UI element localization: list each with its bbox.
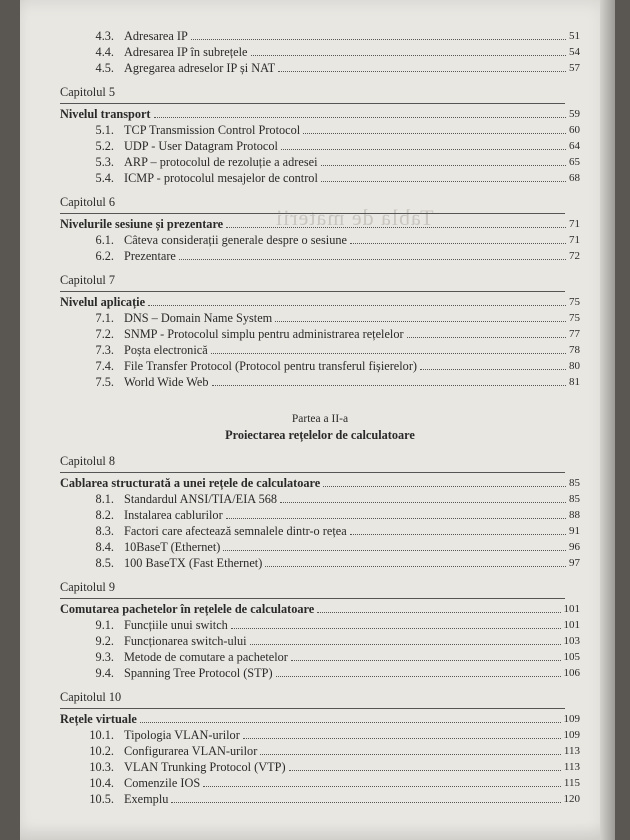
- dot-leader: [212, 385, 567, 386]
- dot-leader: [350, 243, 566, 244]
- entry-title: DNS – Domain Name System: [124, 311, 273, 325]
- entry-page: 88: [569, 509, 580, 521]
- toc-entry: [60, 154, 580, 170]
- entry-title: 10BaseT (Ethernet): [124, 540, 221, 554]
- part-heading: [60, 412, 580, 443]
- chapter-block: [60, 84, 580, 186]
- toc-entry: [60, 374, 580, 390]
- entry-number: 8.2.: [95, 508, 114, 522]
- dot-leader: [289, 770, 561, 771]
- entry-number: 6.1.: [95, 233, 114, 247]
- toc-entry: [60, 555, 580, 571]
- entry-page: 68: [569, 172, 580, 184]
- dot-leader: [154, 117, 566, 118]
- entry-page: 106: [563, 667, 580, 679]
- toc-entry: [60, 775, 580, 791]
- section-heading: [60, 711, 580, 727]
- entry-page: 97: [569, 557, 580, 569]
- part-title: Proiectarea rețelelor de calculatoare: [225, 428, 415, 442]
- entry-number: 9.4.: [95, 666, 114, 680]
- entry-page: 105: [563, 651, 580, 663]
- dot-leader: [203, 786, 561, 787]
- chapter-block: [60, 453, 580, 571]
- entry-title: Tipologia VLAN-urilor: [124, 728, 240, 742]
- dot-leader: [281, 149, 566, 150]
- entry-number: 10.3.: [89, 760, 114, 774]
- dot-leader: [251, 55, 567, 56]
- entry-page: 54: [569, 46, 580, 58]
- entry-title: File Transfer Protocol (Protocol pentru transferul fișierelor): [124, 359, 418, 373]
- dot-leader: [278, 71, 566, 72]
- toc-entry: [60, 342, 580, 358]
- entry-page: 91: [569, 525, 580, 537]
- dot-leader: [280, 502, 566, 503]
- toc-entry: [60, 539, 580, 555]
- dot-leader: [171, 802, 560, 803]
- entry-title: Adresarea IP: [124, 29, 188, 43]
- dot-leader: [223, 550, 566, 551]
- entry-title: Agregarea adreselor IP și NAT: [124, 61, 276, 75]
- toc-entry: [60, 743, 580, 759]
- section-heading: [60, 216, 580, 232]
- toc-entry: [60, 649, 580, 665]
- toc-entry: [60, 633, 580, 649]
- toc-entry: [60, 170, 580, 186]
- toc-entry: [60, 248, 580, 264]
- entry-number: 10.4.: [89, 776, 114, 790]
- dot-leader: [275, 321, 566, 322]
- table-of-contents: [60, 28, 580, 807]
- section-page: 85: [569, 477, 580, 489]
- entry-number: 7.4.: [95, 359, 114, 373]
- chapter-block: [60, 194, 580, 264]
- entry-number: 4.4.: [95, 45, 114, 59]
- toc-entry: [60, 122, 580, 138]
- section-title: Rețele virtuale: [60, 712, 137, 726]
- entry-number: 4.5.: [95, 61, 114, 75]
- dot-leader: [140, 722, 561, 723]
- dot-leader: [231, 628, 561, 629]
- entry-number: 6.2.: [95, 249, 114, 263]
- page-edge: [600, 0, 615, 840]
- entry-number: 8.3.: [95, 524, 114, 538]
- entry-title: Exemplu: [124, 792, 169, 806]
- entry-page: 57: [569, 62, 580, 74]
- dot-leader: [260, 754, 561, 755]
- toc-entry: [60, 232, 580, 248]
- entry-number: 8.5.: [95, 556, 114, 570]
- dot-leader: [323, 486, 566, 487]
- entry-page: 80: [569, 360, 580, 372]
- entry-number: 8.4.: [95, 540, 114, 554]
- dot-leader: [317, 612, 560, 613]
- dot-leader: [250, 644, 561, 645]
- entry-title: UDP - User Datagram Protocol: [124, 139, 278, 153]
- dot-leader: [265, 566, 566, 567]
- entry-page: 60: [569, 124, 580, 136]
- section-title: Nivelurile sesiune și prezentare: [60, 217, 224, 231]
- entry-page: 64: [569, 140, 580, 152]
- entry-title: ICMP - protocolul mesajelor de control: [124, 171, 318, 185]
- entry-title: Câteva considerații generale despre o sesiune: [124, 233, 347, 247]
- chapter-rule: [60, 598, 565, 599]
- entry-page: 78: [569, 344, 580, 356]
- chapter-label: Capitolul 7: [60, 273, 115, 287]
- section-page: 109: [563, 713, 580, 725]
- entry-title: Factori care afectează semnalele dintr-o rețea: [124, 524, 347, 538]
- entry-title: ARP – protocolul de rezoluție a adresei: [124, 155, 318, 169]
- entry-number: 5.3.: [95, 155, 114, 169]
- dot-leader: [243, 738, 561, 739]
- entry-title: VLAN Trunking Protocol (VTP): [124, 760, 286, 774]
- toc-entry: [60, 523, 580, 539]
- entry-title: Poșta electronică: [124, 343, 208, 357]
- book-page: [20, 0, 615, 840]
- chapter-rule: [60, 103, 565, 104]
- entry-number: 10.2.: [89, 744, 114, 758]
- entry-number: 7.1.: [95, 311, 114, 325]
- dot-leader: [420, 369, 566, 370]
- entry-page: 96: [569, 541, 580, 553]
- entry-number: 7.5.: [95, 375, 114, 389]
- chapter-rule: [60, 291, 565, 292]
- entry-number: 9.2.: [95, 634, 114, 648]
- dot-leader: [226, 518, 566, 519]
- chapter-rule: [60, 213, 565, 214]
- chapter-block: [60, 689, 580, 807]
- dot-leader: [179, 259, 566, 260]
- entry-title: 100 BaseTX (Fast Ethernet): [124, 556, 263, 570]
- toc-entry: [60, 791, 580, 807]
- entry-page: 101: [563, 619, 580, 631]
- section-page: 75: [569, 296, 580, 308]
- entry-page: 85: [569, 493, 580, 505]
- part-label: Partea a II-a: [291, 413, 349, 425]
- dot-leader: [350, 534, 566, 535]
- entry-number: 5.4.: [95, 171, 114, 185]
- entry-number: 7.3.: [95, 343, 114, 357]
- entry-page: 113: [563, 745, 580, 757]
- chapter-label: Capitolul 10: [60, 690, 122, 704]
- section-heading: [60, 601, 580, 617]
- entry-number: 7.2.: [95, 327, 114, 341]
- entry-title: Prezentare: [124, 249, 176, 263]
- chapter-label: Capitolul 9: [60, 580, 115, 594]
- dot-leader: [407, 337, 566, 338]
- toc-entry: [60, 60, 580, 76]
- entry-title: TCP Transmission Control Protocol: [124, 123, 301, 137]
- entry-number: 5.1.: [95, 123, 114, 137]
- chapter-block: [60, 272, 580, 390]
- toc-entry: [60, 138, 580, 154]
- entry-title: Instalarea cablurilor: [124, 508, 223, 522]
- entry-page: 120: [563, 793, 580, 805]
- section-page: 59: [569, 108, 580, 120]
- entry-number: 9.3.: [95, 650, 114, 664]
- chapter-rule: [60, 472, 565, 473]
- entry-title: Standardul ANSI/TIA/EIA 568: [124, 492, 278, 506]
- toc-entry: [60, 44, 580, 60]
- dot-leader: [303, 133, 566, 134]
- bleed-through-text: Tabla de materii: [275, 205, 434, 230]
- section-heading: [60, 475, 580, 491]
- entry-page: 72: [569, 250, 580, 262]
- dot-leader: [226, 227, 566, 228]
- entry-number: 8.1.: [95, 492, 114, 506]
- entry-title: SNMP - Protocolul simplu pentru administrarea rețelelor: [124, 327, 404, 341]
- toc-entry: [60, 28, 580, 44]
- entry-number: 5.2.: [95, 139, 114, 153]
- section-heading: [60, 294, 580, 310]
- entry-page: 109: [563, 729, 580, 741]
- chapter-block: [60, 579, 580, 681]
- section-title: Comutarea pachetelor în rețelele de calculatoare: [60, 602, 315, 616]
- entry-number: 10.1.: [89, 728, 114, 742]
- entry-title: Spanning Tree Protocol (STP): [124, 666, 273, 680]
- entry-page: 103: [563, 635, 580, 647]
- dot-leader: [276, 676, 561, 677]
- entry-page: 51: [569, 30, 580, 42]
- section-heading: [60, 106, 580, 122]
- entry-title: World Wide Web: [124, 375, 209, 389]
- toc-entry: [60, 358, 580, 374]
- chapter-label: Capitolul 5: [60, 85, 115, 99]
- entry-page: 77: [569, 328, 580, 340]
- section-page: 101: [563, 603, 580, 615]
- dot-leader: [211, 353, 566, 354]
- dot-leader: [148, 305, 566, 306]
- entry-title: Metode de comutare a pachetelor: [124, 650, 288, 664]
- section-title: Nivelul aplicație: [60, 295, 146, 309]
- toc-entry: [60, 617, 580, 633]
- dot-leader: [321, 165, 566, 166]
- entry-number: 9.1.: [95, 618, 114, 632]
- section-title: Nivelul transport: [60, 107, 151, 121]
- entry-number: 10.5.: [89, 792, 114, 806]
- chapter-label: Capitolul 8: [60, 454, 115, 468]
- entry-number: 4.3.: [95, 29, 114, 43]
- dot-leader: [291, 660, 561, 661]
- entry-page: 65: [569, 156, 580, 168]
- entry-title: Configurarea VLAN-urilor: [124, 744, 258, 758]
- toc-entry: [60, 727, 580, 743]
- toc-entry: [60, 310, 580, 326]
- section-title: Cablarea structurată a unei rețele de calculatoare: [60, 476, 321, 490]
- entry-page: 115: [563, 777, 580, 789]
- chapter-label: Capitolul 6: [60, 195, 115, 209]
- section-page: 71: [569, 218, 580, 230]
- entry-title: Adresarea IP în subrețele: [124, 45, 248, 59]
- entry-page: 113: [563, 761, 580, 773]
- dot-leader: [321, 181, 566, 182]
- toc-entry: [60, 507, 580, 523]
- entry-title: Comenzile IOS: [124, 776, 201, 790]
- entry-title: Funcțiile unui switch: [124, 618, 228, 632]
- toc-entry: [60, 759, 580, 775]
- toc-entry: [60, 491, 580, 507]
- chapter-rule: [60, 708, 565, 709]
- toc-entry: [60, 665, 580, 681]
- entry-page: 81: [569, 376, 580, 388]
- entry-title: Funcționarea switch-ului: [124, 634, 247, 648]
- entry-page: 71: [569, 234, 580, 246]
- entry-page: 75: [569, 312, 580, 324]
- toc-entry: [60, 326, 580, 342]
- dot-leader: [191, 39, 566, 40]
